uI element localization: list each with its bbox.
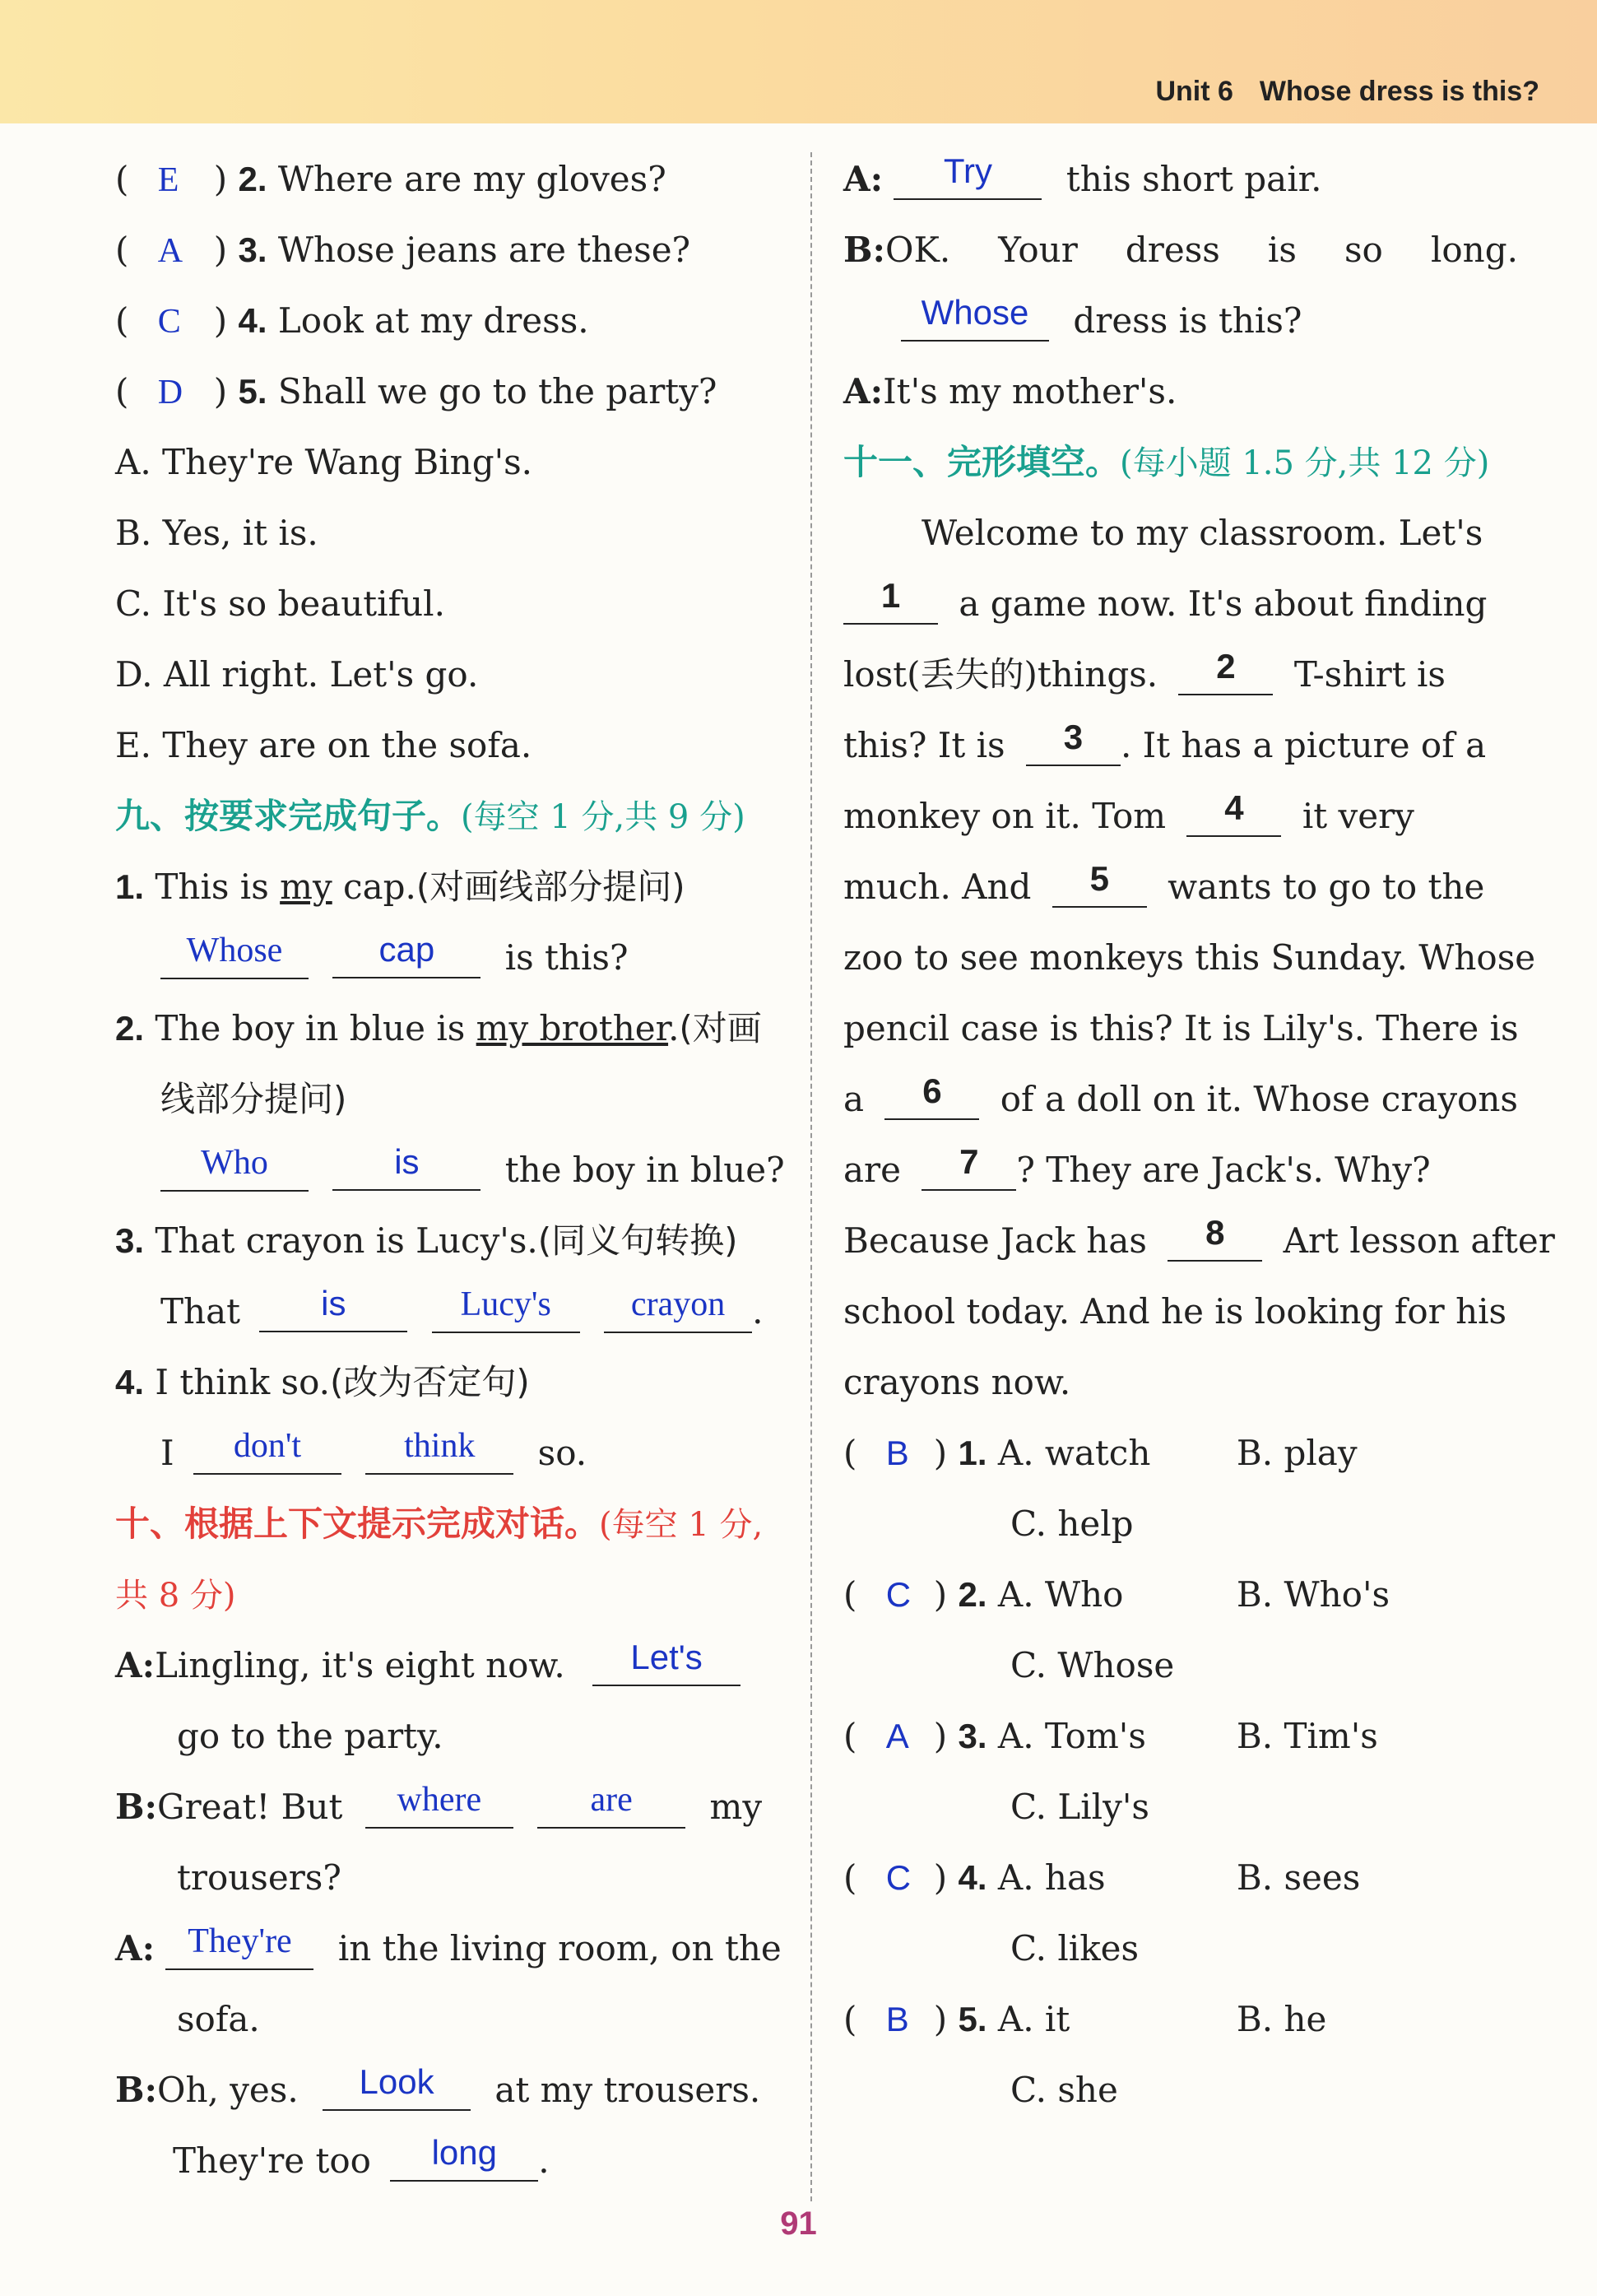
cloze-blank-number: 3 — [1063, 718, 1084, 756]
dialog-r2: B:OK. Your dress is so long. — [843, 230, 1518, 270]
answer-blank: long — [431, 2133, 497, 2172]
dialog-line-3b: sofa. — [177, 1999, 260, 2039]
answer-blank: cap — [378, 930, 435, 969]
choice-5-c: C. she — [1010, 2070, 1118, 2110]
option-e: E. They are on the sofa. — [115, 725, 532, 765]
answer-blank: are — [590, 1781, 633, 1819]
choice-5: ( B ) 5. A. it B. he — [843, 1999, 1327, 2039]
match-item-4: ( C ) 4. Look at my dress. — [115, 300, 589, 341]
unit-label: Unit 6 — [1155, 76, 1233, 107]
dialog-line-1b: go to the party. — [177, 1716, 443, 1756]
answer-blank: is — [321, 1284, 346, 1322]
choice-1-c: C. help — [1010, 1504, 1134, 1544]
section-11-title: 十一、完形填空。(每小题 1.5 分,共 12 分) — [843, 442, 1490, 482]
answer-blank: Who — [201, 1144, 268, 1182]
match-item-5: ( D ) 5. Shall we go to the party? — [115, 371, 717, 411]
page-number: 91 — [780, 2205, 817, 2242]
answer: B — [885, 1434, 909, 1472]
answer: D — [157, 374, 183, 411]
cloze-p13: crayons now. — [843, 1362, 1071, 1402]
answer-blank: Lucy's — [460, 1285, 551, 1323]
answer: A — [157, 232, 183, 270]
unit-title — [1155, 76, 1539, 108]
answer-blank: Try — [943, 151, 992, 190]
answer: B — [885, 2000, 909, 2038]
cloze-p4: this? It is 3 . It has a picture of a — [843, 718, 1487, 765]
cloze-p10: are 7 ? They are Jack's. Why? — [843, 1142, 1431, 1190]
answer: C — [885, 1858, 912, 1897]
answer-blank: Let's — [630, 1638, 703, 1676]
sec9-q3: 3. That crayon is Lucy's.(同义句转换) — [115, 1220, 738, 1261]
dialog-line-2b: trousers? — [177, 1857, 341, 1898]
option-c: C. It's so beautiful. — [115, 583, 445, 624]
section-10-title: 十、根据上下文提示完成对话。(每空 1 分, — [115, 1504, 764, 1544]
dialog-r1: A: Try this short pair. — [843, 151, 1322, 199]
cloze-blank-number: 7 — [959, 1142, 979, 1181]
cloze-p5: monkey on it. Tom 4 it very — [843, 788, 1414, 836]
sec9-q4-answer: I don't think so. — [160, 1434, 587, 1475]
dialog-line-3: A: They're in the living room, on the — [115, 1930, 782, 1970]
sec9-q1-answer: Whose cap is this? — [160, 939, 629, 979]
cloze-p2: 1 a game now. It's about finding — [843, 585, 1487, 625]
answer-blank: Whose — [186, 932, 283, 969]
answer-blank: where — [397, 1781, 482, 1819]
choice-4-c: C. likes — [1010, 1928, 1140, 1968]
answer-blank: Look — [359, 2062, 434, 2101]
dialog-r3: Whose dress is this? — [901, 302, 1302, 342]
option-a: A. They're Wang Bing's. — [115, 442, 533, 482]
cloze-blank-number: 8 — [1205, 1213, 1225, 1252]
choice-1: ( B ) 1. A. watch B. play — [843, 1433, 1358, 1473]
dialog-line-2: B:Great! But where are my — [115, 1788, 762, 1829]
cloze-blank-number: 6 — [922, 1071, 942, 1110]
choice-3: ( A ) 3. A. Tom's B. Tim's — [843, 1716, 1378, 1756]
match-item-3: ( A ) 3. Whose jeans are these? — [115, 230, 691, 270]
cloze-p9: a 6 of a doll on it. Whose crayons — [843, 1071, 1518, 1119]
answer-blank: crayon — [630, 1285, 726, 1323]
sec9-q1: 1. This is my cap.(对画线部分提问) — [115, 867, 685, 907]
section-9-title: 九、按要求完成句子。(每空 1 分,共 9 分) — [115, 796, 745, 836]
match-item-2: ( E ) 2. Where are my gloves? — [115, 159, 666, 199]
cloze-p8: pencil case is this? It is Lily's. There is — [843, 1008, 1519, 1048]
answer-blank: is — [394, 1142, 420, 1181]
answer-blank: think — [404, 1427, 476, 1465]
answer-blank: They're — [188, 1922, 292, 1960]
cloze-blank-number: 2 — [1216, 647, 1236, 686]
sec9-q4: 4. I think so.(改为否定句) — [115, 1362, 530, 1402]
choice-2: ( C ) 2. A. Who B. Who's — [843, 1574, 1390, 1615]
cloze-p1: Welcome to my classroom. Let's — [922, 513, 1483, 553]
choice-4: ( C ) 4. A. has B. sees — [843, 1857, 1361, 1898]
option-d: D. All right. Let's go. — [115, 654, 479, 695]
option-b: B. Yes, it is. — [115, 513, 318, 553]
sec9-q2-hint: 线部分提问) — [160, 1079, 347, 1119]
unit-name: Whose dress is this? — [1259, 76, 1539, 107]
dialog-line-4: B:Oh, yes. Look at my trousers. — [115, 2062, 761, 2110]
sec9-q2: 2. The boy in blue is my brother.(对画 — [115, 1008, 762, 1048]
choice-3-c: C. Lily's — [1010, 1787, 1149, 1827]
cloze-p6: much. And 5 wants to go to the — [843, 859, 1485, 907]
dialog-line-1: A:Lingling, it's eight now. Let's — [115, 1647, 740, 1686]
dialog-r4: A:It's my mother's. — [843, 371, 1177, 411]
cloze-blank-number: 5 — [1089, 859, 1109, 898]
cloze-blank-number: 4 — [1224, 788, 1244, 827]
sec9-q2-answer: Who is the boy in blue? — [160, 1151, 785, 1192]
answer-blank: Whose — [921, 293, 1029, 332]
section-10-score: 共 8 分) — [115, 1577, 236, 1615]
cloze-p11: Because Jack has 8 Art lesson after — [843, 1213, 1555, 1261]
dialog-line-5: They're too long . — [173, 2133, 550, 2181]
answer: E — [157, 161, 179, 199]
column-divider — [810, 152, 812, 2201]
cloze-p7: zoo to see monkeys this Sunday. Whose — [843, 937, 1536, 978]
sec9-q3-answer: That is Lucy's crayon . — [160, 1293, 763, 1333]
cloze-p3: lost(丢失的)things. 2 T-shirt is — [843, 647, 1446, 695]
choice-2-c: C. Whose — [1010, 1645, 1175, 1685]
answer: C — [885, 1575, 912, 1614]
page-header — [0, 0, 1597, 123]
answer-blank: don't — [233, 1427, 302, 1465]
answer: A — [885, 1717, 909, 1755]
answer: C — [157, 303, 181, 341]
cloze-p12: school today. And he is looking for his — [843, 1291, 1507, 1332]
cloze-blank-number: 1 — [880, 576, 901, 615]
